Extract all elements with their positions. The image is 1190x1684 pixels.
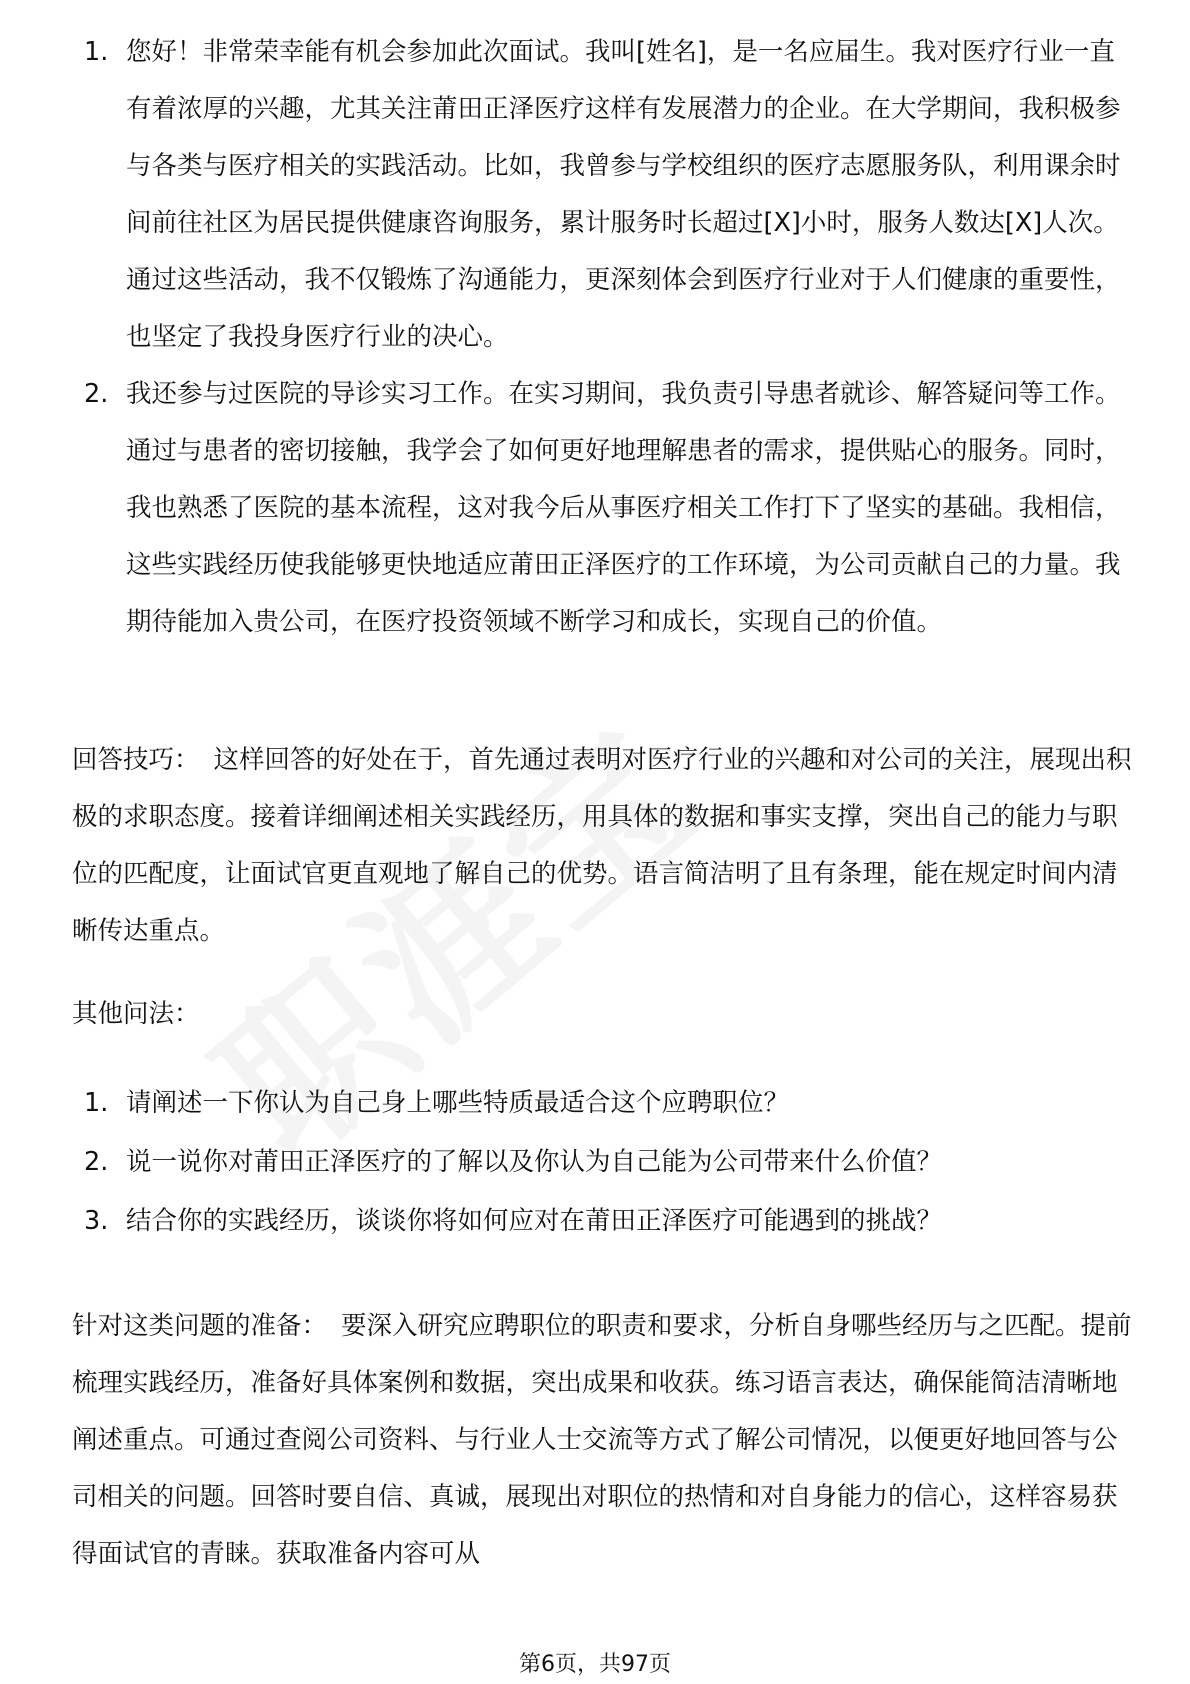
list-number: 1. — [84, 1088, 109, 1118]
page-number: 第6页，共97页 — [519, 1652, 671, 1677]
list-item-text: 您好！非常荣幸能有机会参加此次面试。我叫[姓名]，是一名应届生。我对医疗行业一直有着浓厚的兴趣，尤其关注莆田正泽医疗这样有发展潜力的企业。在大学期间，我积极参与各类与医疗相关的实践活动。比如，我曾参与学校组织的医疗志愿服务队，利用课余时间前往社区为居民提供健康咨询服务，累计服务时长超过[X]小时，服务人数达[X]人次。通过这些活动，我不仅锻炼了沟通能力，更深刻体会到医疗行业对于人们健康的重要性，也坚定了我投身医疗行业的决心。 — [126, 37, 1121, 352]
list-item — [0, 366, 1190, 651]
answer-tips-label: 回答技巧： — [72, 745, 200, 775]
list-number: 3. — [84, 1206, 109, 1236]
list-item-text: 请阐述一下你认为自己身上哪些特质最适合这个应聘职位？ — [126, 1088, 790, 1118]
list-item — [0, 24, 1190, 366]
preparation-text: 要深入研究应聘职位的职责和要求，分析自身哪些经历与之匹配。提前梳理实践经历，准备好具体案例和数据，突出成果和收获。练习语言表达，确保能简洁清晰地阐述重点。可通过查阅公司资料、与行业人士交流等方式了解公司情况，以便更好地回答与公司相关的问题。回答时要自信、真诚，展现出对职位的热情和对自身能力的信心，这样容易获得面试官的青睐。获取准备内容可从 — [72, 1311, 1132, 1569]
list-item — [0, 1133, 1190, 1192]
answer-tips-text: 这样回答的好处在于，首先通过表明对医疗行业的兴趣和对公司的关注，展现出积极的求职态度。接着详细阐述相关实践经历，用具体的数据和事实支撑，突出自己的能力与职位的匹配度，让面试官更直观地了解自己的优势。语言简洁明了且有条理，能在规定时间内清晰传达重点。 — [72, 745, 1132, 946]
other-questions-list — [0, 1074, 1190, 1251]
other-questions-heading: 其他问法： — [72, 999, 200, 1029]
preparation-paragraph — [72, 1298, 1132, 1583]
list-item-text: 说一说你对莆田正泽医疗的了解以及你认为自己能为公司带来什么价值？ — [126, 1147, 943, 1177]
preparation-label: 针对这类问题的准备： — [72, 1311, 328, 1341]
list-number: 1. — [84, 37, 109, 67]
list-number: 2. — [84, 1147, 109, 1177]
list-number: 2. — [84, 379, 109, 409]
list-item-text: 结合你的实践经历，谈谈你将如何应对在莆田正泽医疗可能遇到的挑战？ — [126, 1206, 943, 1236]
list-item-text: 我还参与过医院的导诊实习工作。在实习期间，我负责引导患者就诊、解答疑问等工作。通过与患者的密切接触，我学会了如何更好地理解患者的需求，提供贴心的服务。同时，我也熟悉了医院的基本流程，这对我今后从事医疗相关工作打下了坚实的基础。我相信，这些实践经历使我能够更快地适应莆田正泽医疗的工作环境，为公司贡献自己的力量。我期待能加入贵公司，在医疗投资领域不断学习和成长，实现自己的价值。 — [126, 379, 1121, 637]
answer-tips-paragraph — [72, 732, 1132, 960]
list-item — [0, 1074, 1190, 1133]
experience-list — [0, 24, 1190, 651]
list-item — [0, 1192, 1190, 1251]
